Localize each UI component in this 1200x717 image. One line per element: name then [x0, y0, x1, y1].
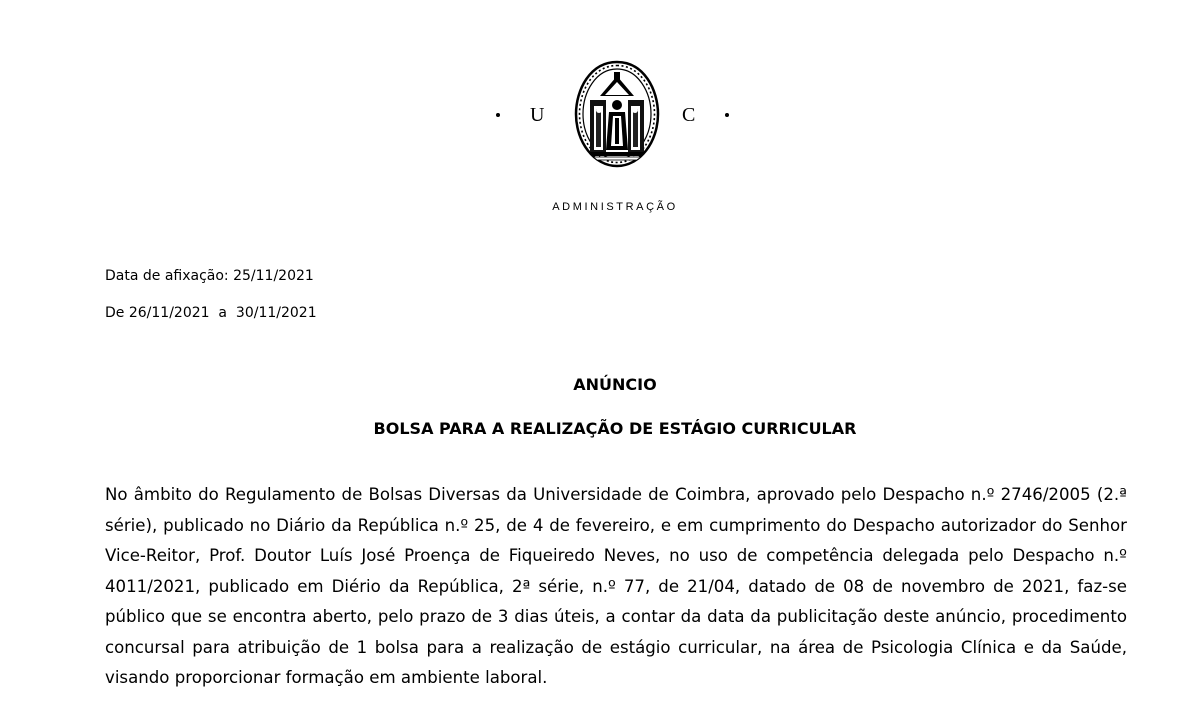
department-name: ADMINISTRAÇÃO [552, 201, 678, 213]
document-subheading: BOLSA PARA A REALIZAÇÃO DE ESTÁGIO CURRICULAR [373, 419, 857, 438]
posting-date: Data de afixação: 25/11/2021 [105, 268, 314, 284]
document-heading: ANÚNCIO [573, 375, 657, 394]
posting-period: De 26/11/2021 a 30/11/2021 [105, 305, 317, 321]
letterhead-letter-u: U [530, 104, 545, 126]
university-seal-icon [574, 60, 660, 168]
letterhead-dot-left [496, 113, 500, 117]
announcement-paragraph: No âmbito do Regulamento de Bolsas Diversas da Universidade de Coimbra, aprovado pelo Despacho n.º 2746/2005 (2.ª série), publicado no Diário da República n.º 25, de 4 de fevereiro, e em cumprimento do Despacho autorizador do Senhor Vice-Reitor, Prof. Doutor Luís José Proença de Fiqueiredo Neves, no uso de competência delegada pelo Despacho n.º 4011/2021, publicado em Diério da República, 2ª série, n.º 77, de 21/04, datado de 08 de novembro de 2021, faz-se público que se encontra aberto, pelo prazo de 3 dias úteis, a contar da data da publicitação deste anúncio, procedimento concursal para atribuição de 1 bolsa para a realização de estágio curricular, na área de Psicologia Clínica e da Saúde, visando proporcionar formação em ambiente laboral. [105, 485, 1127, 687]
letterhead-letter-c: C [682, 104, 696, 126]
letterhead-dot-right [725, 113, 729, 117]
letterhead [0, 60, 1200, 168]
